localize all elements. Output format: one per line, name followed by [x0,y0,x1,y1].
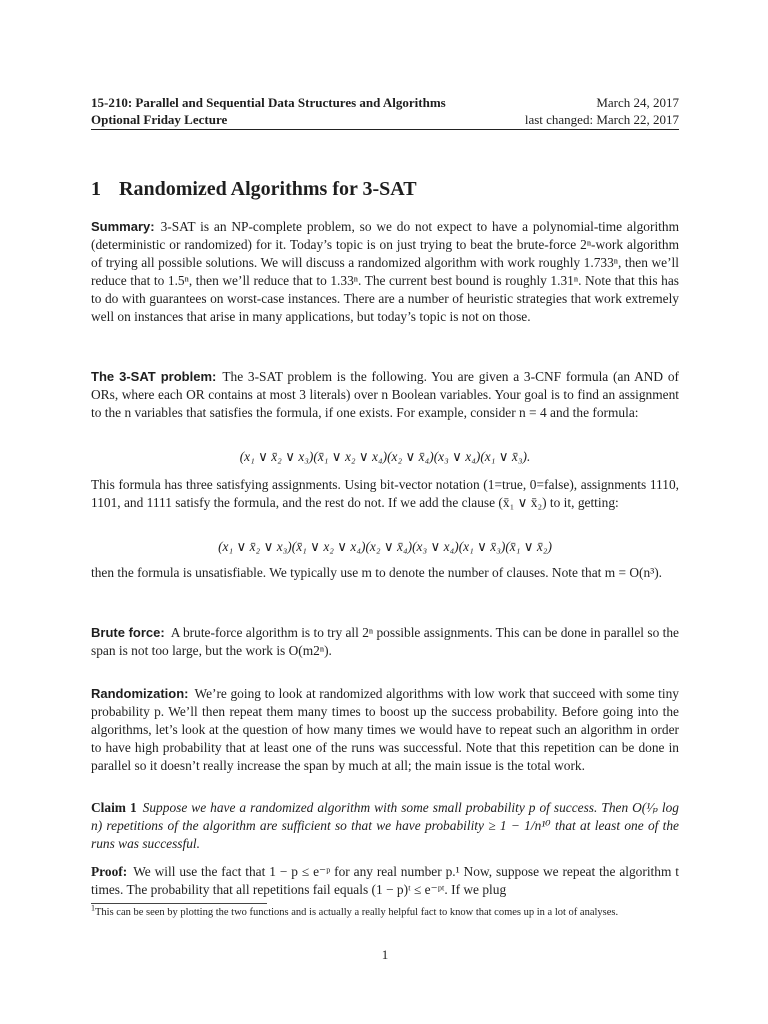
footnote-text: This can be seen by plotting the two functions and is actually a really helpful fact to know that comes up in a lot of analyses. [95,907,619,918]
section-number: 1 [91,178,101,200]
brute-force-text: A brute-force algorithm is to try all 2ⁿ possible assignments. This can be done in parallel so the span is not too large, but the work is O(m2ⁿ). [91,625,679,658]
randomization-paragraph [91,685,679,775]
lecture-date: March 24, 2017 [596,95,679,110]
problem-text: The 3-SAT problem is the following. You are given a 3-CNF formula (an AND of ORs, where each OR contains at most 3 literals) over n Boolean variables. Your goal is to find an assignment to the n variables that satisfies the formula, if one exists. For example, consider n = 4 and the formula: [91,369,680,420]
section-heading [91,178,417,201]
formula-2: (x₁ ∨ x̄₂ ∨ x₃)(x̄₁ ∨ x₂ ∨ x₄)(x₂ ∨ x̄₄)(x₃ ∨ x₄)(x₁ ∨ x̄₃)(x̄₁ ∨ x̄₂) [218,539,552,554]
problem-text-2: This formula has three satisfying assignments. Using bit-vector notation (1=true, 0=false), assignments 1110, 1101, and 1111 satisfy the formula, and the rest do not. If we add the clause (x̄₁ ∨ x̄₂) to it, getting: [91,477,679,510]
problem-paragraph-2 [91,476,679,512]
lecture-subtitle: Optional Friday Lecture [91,112,228,127]
footnote-rule [91,903,267,904]
summary-text: 3-SAT is an NP-complete problem, so we do not expect to have a polynomial-time algorithm (deterministic or randomized) for it. Today’s topic is on just trying to beat the brute-force 2ⁿ-work algorithm of trying all possible solutions. We will discuss a randomized algorithm with work roughly 1.733ⁿ, then we’ll reduce that to 1.5ⁿ, then we’ll reduce that to 1.33ⁿ. The current best bound is roughly 1.31ⁿ. Note that this has to do with guarantees on worst-case instances. There are a number of heuristic strategies that work extremely well on instances that arise in many applications, but today’s topic is not on those. [91,219,679,324]
claim-paragraph [91,799,679,853]
brute-force-paragraph [91,624,679,660]
summary-paragraph [91,218,679,326]
last-changed: last changed: March 22, 2017 [524,112,679,127]
formula-1: (x₁ ∨ x̄₂ ∨ x₃)(x̄₁ ∨ x₂ ∨ x₄)(x₂ ∨ x̄₄)(x₃ ∨ x₄)(x₁ ∨ x̄₃). [239,449,531,464]
randomization-text: We’re going to look at randomized algorithms with low work that succeed with some tiny probability p. We’ll then repeat them many times to boost up the success probability. Before going into the algorithms, let’s look at the question of how many times we would have to repeat such an algorithm in order to have high probability that at least one of the runs was successful. Note that this repetition can be done in parallel so it doesn’t really increase the span by much at all; the main issue is the total work. [91,686,679,773]
claim-lead: Claim 1 [91,800,137,815]
problem-paragraph-3 [91,564,679,582]
randomization-lead: Randomization: [91,686,189,701]
summary-lead: Summary: [91,219,155,234]
problem-lead: The 3-SAT problem: [91,369,217,384]
proof-paragraph [91,863,679,899]
section-title: Randomized Algorithms for 3-SAT [119,178,417,200]
page-number: 1 [381,947,389,962]
problem-paragraph [91,368,679,422]
brute-force-lead: Brute force: [91,625,165,640]
claim-text: Suppose we have a randomized algorithm with some small probability p of success. Then O(¹⁄ₚ log n) repetitions of the algorithm are sufficient so that we have probability ≥ 1 − 1/n¹⁰ that at least one of the runs was successful. [91,800,679,851]
problem-text-3: then the formula is unsatisfiable. We typically use m to denote the number of clauses. Note that m = O(n³). [91,565,663,580]
footnote-mark: 1 [91,903,95,913]
header-rule [91,129,679,130]
footnote [91,903,679,920]
course-title: 15-210: Parallel and Sequential Data Structures and Algorithms [91,95,446,110]
proof-lead: Proof: [91,864,128,879]
proof-text: We will use the fact that 1 − p ≤ e⁻ᵖ for any real number p.¹ Now, suppose we repeat the algorithm t times. The probability that all repetitions fail equals (1 − p)ᵗ ≤ e⁻ᵖᵗ. If we plug [91,864,679,897]
